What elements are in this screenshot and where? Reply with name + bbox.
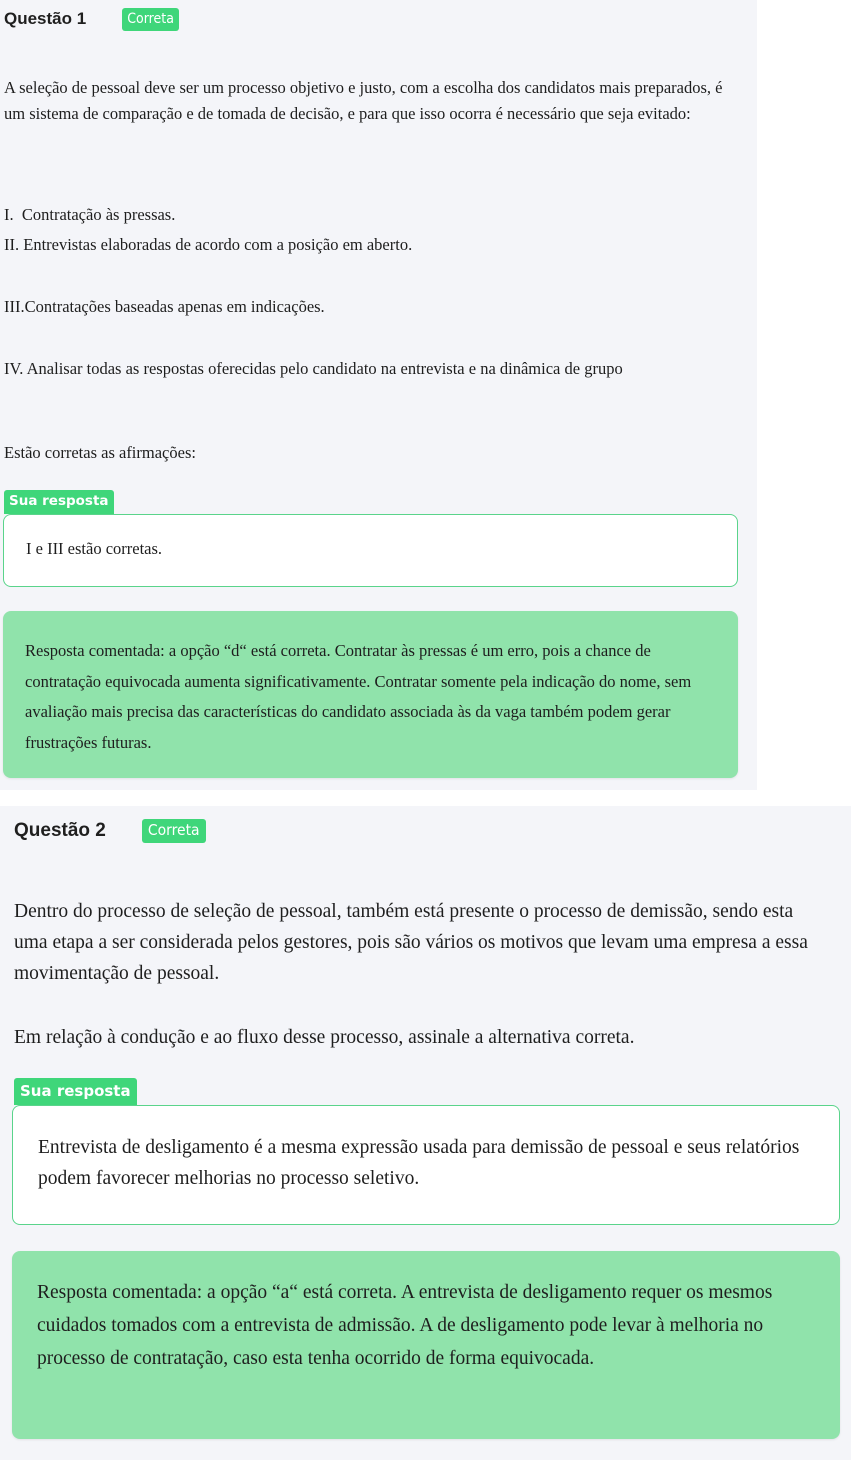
- statement-item: [4, 294, 744, 320]
- question-statement: [4, 75, 744, 127]
- question-prompt: [4, 440, 744, 466]
- your-answer-label: Sua resposta: [4, 490, 114, 514]
- question-intro-text: Dentro do processo de seleção de pessoal, também está presente o processo de demissão, sendo esta uma etapa a ser considerada pelos gestores, pois são vários os motivos que levam uma empresa a essa movimentação de pessoal.: [14, 901, 808, 984]
- your-answer-label: Sua resposta: [14, 1078, 137, 1105]
- question-title: Questão 2: [14, 820, 106, 841]
- statement-item-text: IV. Analisar todas as respostas oferecidas pelo candidato na entrevista e na dinâmica de grupo: [4, 359, 623, 378]
- question-card-2: [0, 806, 851, 1460]
- question-statement: [14, 896, 814, 989]
- question-title: Questão 1: [4, 9, 87, 28]
- question-header: [14, 816, 206, 846]
- status-badge: Correta: [142, 819, 206, 844]
- answer-comment: Resposta comentada: a opção “a“ está correta. A entrevista de desligamento requer os mesmos cuidados tomados com a entrevista de admissão. A de desligamento pode levar à melhoria no processo de contratação, caso esta tenha ocorrido de forma equivocada.: [12, 1251, 840, 1439]
- statement-item: [4, 356, 744, 382]
- question-prompt: [14, 1022, 814, 1053]
- question-header: [4, 6, 179, 32]
- statement-item: [4, 202, 744, 228]
- selected-answer: Entrevista de desligamento é a mesma expressão usada para demissão de pessoal e seus relatórios podem favorecer melhorias no processo seletivo.: [12, 1105, 840, 1225]
- question-prompt-text: Estão corretas as afirmações:: [4, 443, 196, 462]
- question-prompt-text: Em relação à condução e ao fluxo desse processo, assinale a alternativa correta.: [14, 1027, 635, 1048]
- statement-item-text: III.Contratações baseadas apenas em indicações.: [4, 297, 325, 316]
- answer-comment: Resposta comentada: a opção “d“ está correta. Contratar às pressas é um erro, pois a chance de contratação equivocada aumenta significativamente. Contratar somente pela indicação do nome, sem avaliação mais precisa das características do candidato associada às da vaga também podem gerar frustrações futuras.: [3, 611, 738, 778]
- question-card-1: [0, 0, 757, 790]
- selected-answer: I e III estão corretas.: [3, 514, 738, 587]
- statement-item-text: I. Contratação às pressas.: [4, 205, 176, 224]
- question-intro-text: A seleção de pessoal deve ser um processo objetivo e justo, com a escolha dos candidatos mais preparados, é um sistema de comparação e de tomada de decisão, e para que isso ocorra é necessário que seja evitado:: [4, 78, 723, 123]
- statement-item-text: II. Entrevistas elaboradas de acordo com a posição em aberto.: [4, 235, 413, 254]
- statement-item: [4, 232, 744, 258]
- status-badge: Correta: [122, 8, 179, 31]
